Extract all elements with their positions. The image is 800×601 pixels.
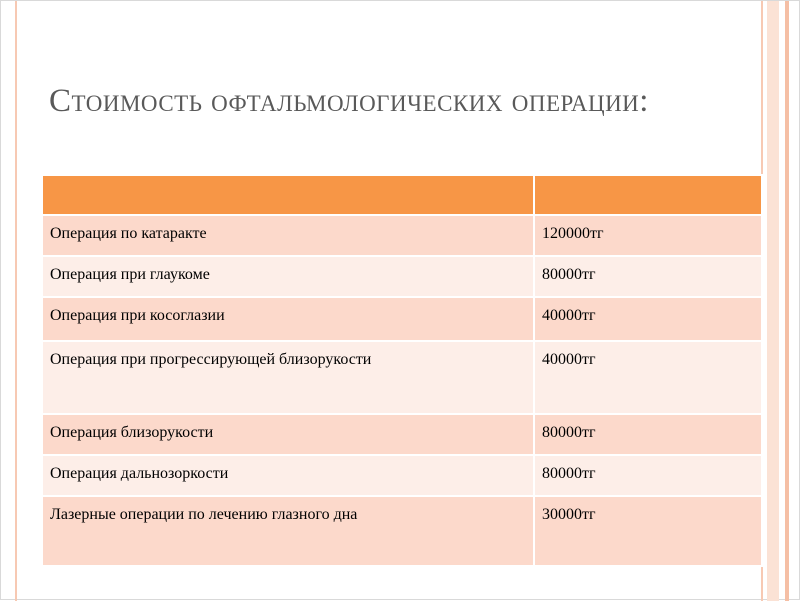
price-cell: 80000тг (534, 455, 762, 496)
table-row (42, 341, 762, 414)
table-row (42, 297, 762, 341)
slide-title: Стоимость офтальмологических операции: (49, 83, 649, 119)
table-row (42, 215, 762, 256)
table-row (42, 256, 762, 297)
operation-cell: Операция дальнозоркости (42, 455, 534, 496)
table-row (42, 414, 762, 455)
table-row (42, 455, 762, 496)
operation-cell: Лазерные операции по лечению глазного дна (42, 496, 534, 566)
operation-cell: Операция при глаукоме (42, 256, 534, 297)
price-cell: 120000тг (534, 215, 762, 256)
left-accent-rule (15, 1, 17, 601)
table-row (42, 496, 762, 566)
table-header-row (42, 175, 762, 215)
price-cell: 80000тг (534, 256, 762, 297)
accent-stripe (785, 1, 789, 601)
operation-cell: Операция при прогрессирующей близорукости (42, 341, 534, 414)
price-cell: 80000тг (534, 414, 762, 455)
operation-cell: Операция при косоглазии (42, 297, 534, 341)
right-accent-stripes (757, 1, 799, 601)
header-cell-operation (42, 175, 534, 215)
operation-cell: Операция по катаракте (42, 215, 534, 256)
header-cell-price (534, 175, 762, 215)
price-table (41, 174, 763, 567)
operation-cell: Операция близорукости (42, 414, 534, 455)
price-cell: 40000тг (534, 297, 762, 341)
price-cell: 30000тг (534, 496, 762, 566)
accent-stripe (767, 1, 779, 601)
price-cell: 40000тг (534, 341, 762, 414)
